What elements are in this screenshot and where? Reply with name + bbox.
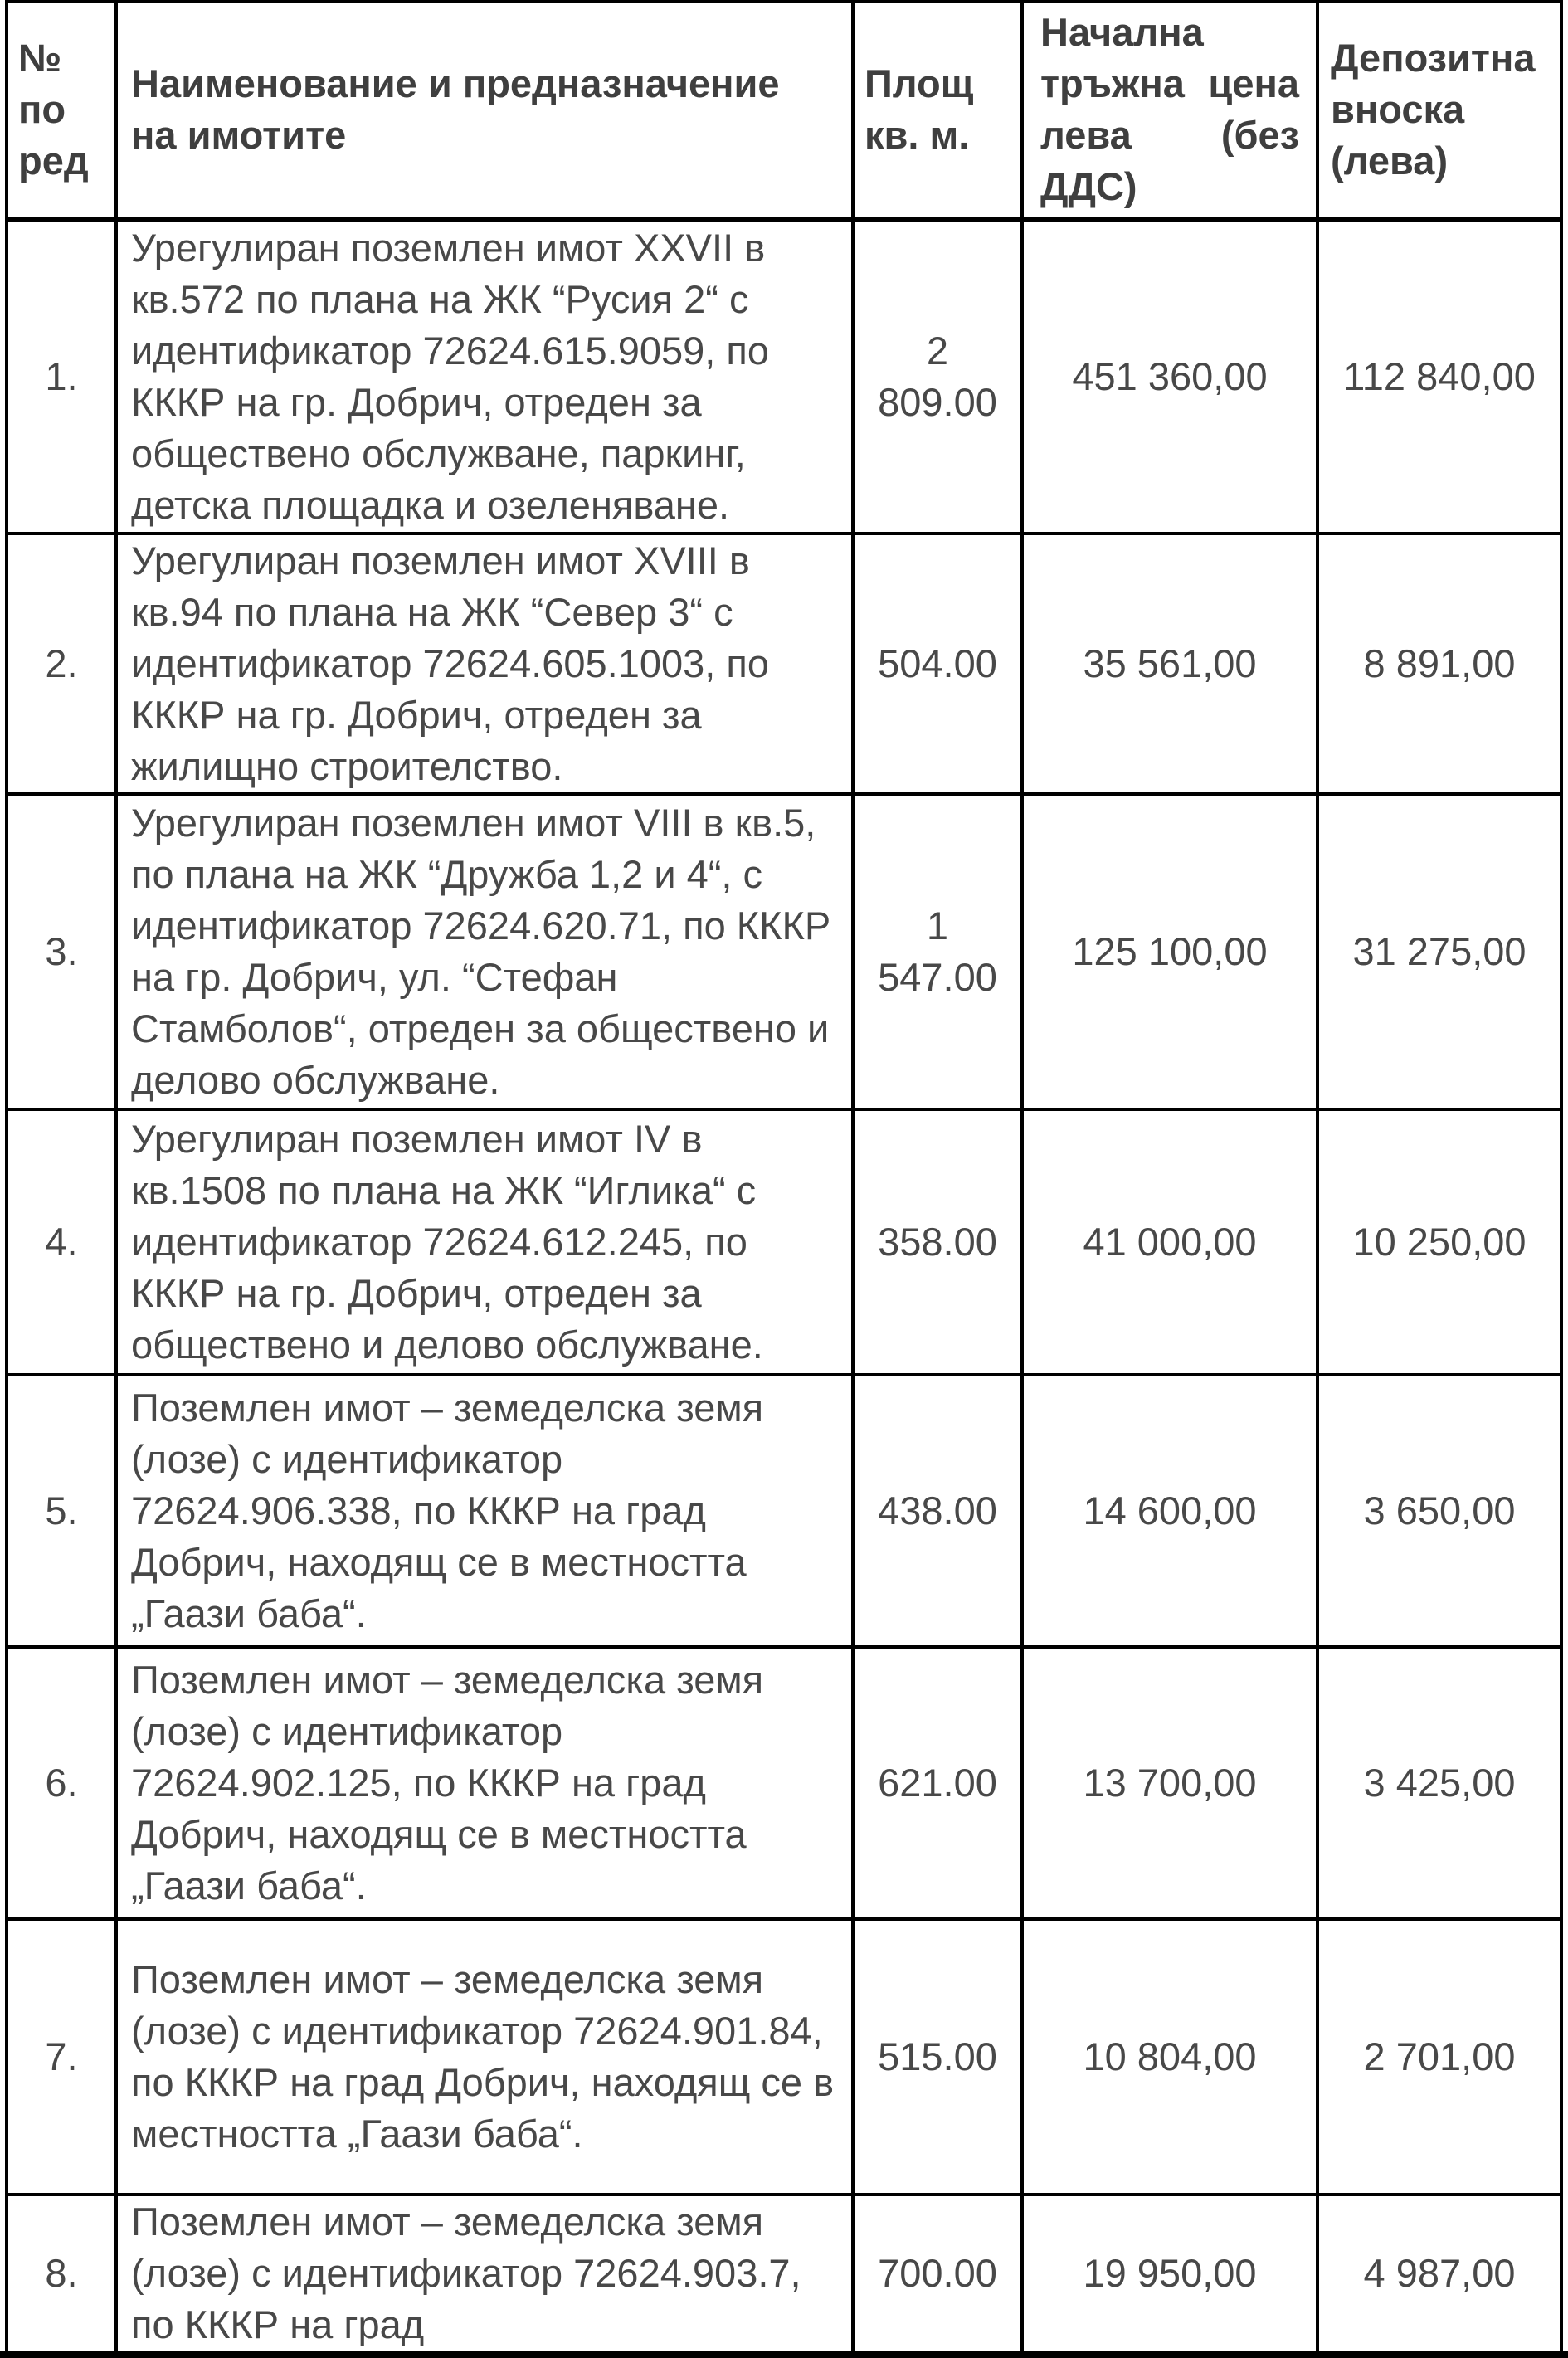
row-number-cell: 7. bbox=[7, 1919, 116, 2195]
property-description-cell: Поземлен имот – земеделска земя (лозе) с идентификатор 72624.906.338, по КККР на град Добрич, находящ се в местността „Гаази баба“. bbox=[116, 1375, 853, 1647]
area-cell: 438.00 bbox=[853, 1375, 1022, 1647]
deposit-cell: 8 891,00 bbox=[1317, 533, 1561, 794]
property-description-cell: Урегулиран поземлен имот VIII в кв.5, по плана на ЖК “Дружба 1,2 и 4“, с идентификатор 72624.620.71, по КККР на гр. Добрич, ул. “Стефан Стамболов“, отреден за обществено и делово обслужване. bbox=[116, 794, 853, 1109]
property-description-cell: Поземлен имот – земеделска земя (лозе) с идентификатор 72624.902.125, по КККР на град Добрич, находящ се в местността „Гаази баба“. bbox=[116, 1647, 853, 1919]
table-row bbox=[7, 1375, 1561, 1647]
table-row bbox=[7, 1919, 1561, 2195]
start-price-cell: 125 100,00 bbox=[1022, 794, 1317, 1109]
area-cell: 515.00 bbox=[853, 1919, 1022, 2195]
start-price-cell: 19 950,00 bbox=[1022, 2195, 1317, 2352]
deposit-cell: 3 425,00 bbox=[1317, 1647, 1561, 1919]
start-price-cell: 35 561,00 bbox=[1022, 533, 1317, 794]
area-cell: 504.00 bbox=[853, 533, 1022, 794]
area-cell: 1 547.00 bbox=[853, 794, 1022, 1109]
row-number-cell: 5. bbox=[7, 1375, 116, 1647]
deposit-cell: 31 275,00 bbox=[1317, 794, 1561, 1109]
table-row bbox=[7, 533, 1561, 794]
table-row bbox=[7, 219, 1561, 533]
deposit-cell: 3 650,00 bbox=[1317, 1375, 1561, 1647]
area-cell: 358.00 bbox=[853, 1109, 1022, 1375]
table-row bbox=[7, 794, 1561, 1109]
row-number-cell: 2. bbox=[7, 533, 116, 794]
row-number-cell: 8. bbox=[7, 2195, 116, 2352]
header-deposit: Депозитна вноска (лева) bbox=[1317, 2, 1561, 219]
property-description-cell: Поземлен имот – земеделска земя (лозе) с идентификатор 72624.903.7, по КККР на град bbox=[116, 2195, 853, 2352]
property-description-cell: Урегулиран поземлен имот XVIII в кв.94 по плана на ЖК “Север 3“ с идентификатор 72624.605.1003, по КККР на гр. Добрич, отреден за жилищно строителство. bbox=[116, 533, 853, 794]
header-start-price: Начална тръжна цена лева (без ДДС) bbox=[1022, 2, 1317, 219]
properties-table bbox=[5, 0, 1563, 2354]
deposit-cell: 10 250,00 bbox=[1317, 1109, 1561, 1375]
deposit-cell: 2 701,00 bbox=[1317, 1919, 1561, 2195]
area-cell: 621.00 bbox=[853, 1647, 1022, 1919]
table-header-row bbox=[7, 2, 1561, 219]
start-price-cell: 13 700,00 bbox=[1022, 1647, 1317, 1919]
header-property-name: Наименование и предназначение на имотите bbox=[116, 2, 853, 219]
table-row bbox=[7, 1647, 1561, 1919]
row-number-cell: 4. bbox=[7, 1109, 116, 1375]
start-price-cell: 41 000,00 bbox=[1022, 1109, 1317, 1375]
header-area: Площ кв. м. bbox=[853, 2, 1022, 219]
row-number-cell: 3. bbox=[7, 794, 116, 1109]
area-cell: 700.00 bbox=[853, 2195, 1022, 2352]
row-number-cell: 1. bbox=[7, 219, 116, 533]
property-description-cell: Поземлен имот – земеделска земя (лозе) с идентификатор 72624.901.84, по КККР на град Добрич, находящ се в местността „Гаази баба“. bbox=[116, 1919, 853, 2195]
page-bottom-cut-bar bbox=[0, 2351, 1568, 2358]
header-row-number: № по ред bbox=[7, 2, 116, 219]
property-description-cell: Урегулиран поземлен имот IV в кв.1508 по плана на ЖК “Иглика“ с идентификатор 72624.612.245, по КККР на гр. Добрич, отреден за обществено и делово обслужване. bbox=[116, 1109, 853, 1375]
row-number-cell: 6. bbox=[7, 1647, 116, 1919]
start-price-cell: 10 804,00 bbox=[1022, 1919, 1317, 2195]
table-row bbox=[7, 2195, 1561, 2352]
start-price-cell: 14 600,00 bbox=[1022, 1375, 1317, 1647]
table-body bbox=[7, 219, 1561, 2352]
property-description-cell: Урегулиран поземлен имот XXVII в кв.572 по плана на ЖК “Русия 2“ с идентификатор 72624.615.9059, по КККР на гр. Добрич, отреден за обществено обслужване, паркинг, детска площадка и озеленяване. bbox=[116, 219, 853, 533]
deposit-cell: 112 840,00 bbox=[1317, 219, 1561, 533]
deposit-cell: 4 987,00 bbox=[1317, 2195, 1561, 2352]
start-price-cell: 451 360,00 bbox=[1022, 219, 1317, 533]
area-cell: 2 809.00 bbox=[853, 219, 1022, 533]
table-row bbox=[7, 1109, 1561, 1375]
